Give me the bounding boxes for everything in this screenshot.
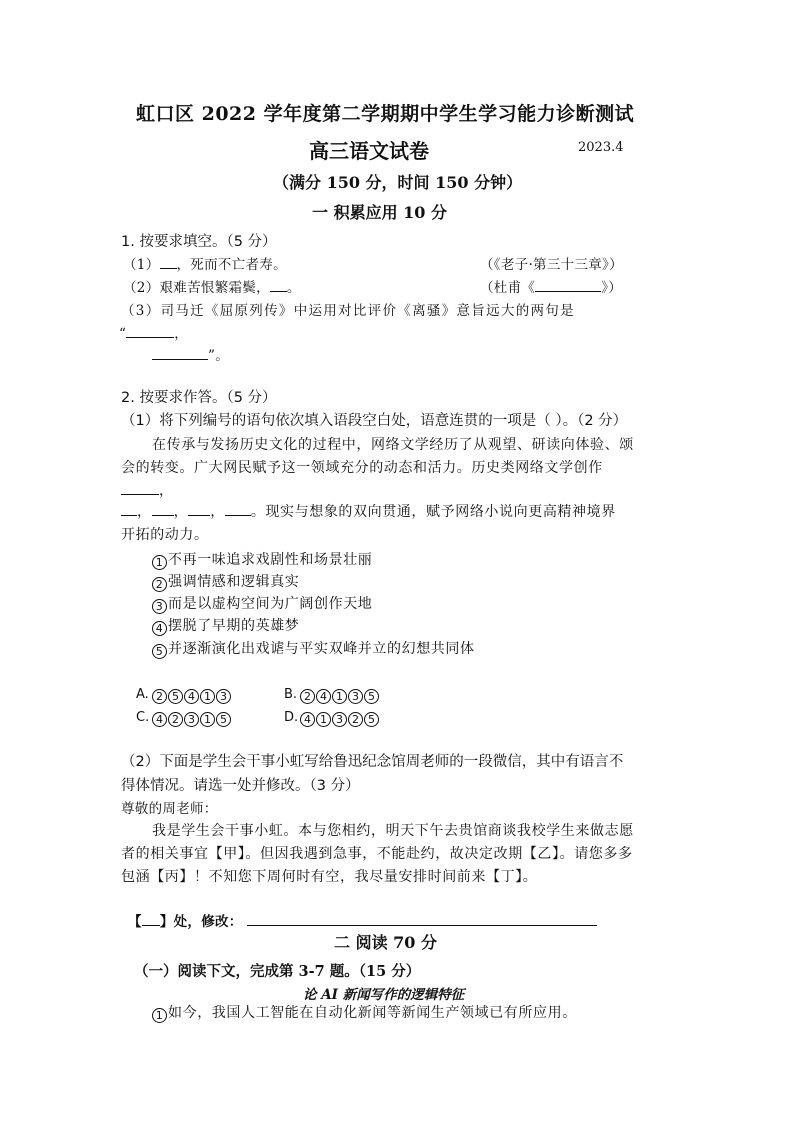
seq-circle: 1 bbox=[200, 689, 215, 704]
option-number-circle: 2 bbox=[152, 577, 167, 592]
q1-blank-source[interactable] bbox=[535, 277, 601, 292]
seq-circle: 4 bbox=[300, 712, 315, 727]
seq-circle: 4 bbox=[316, 689, 331, 704]
article-paragraph-1 bbox=[152, 1002, 577, 1023]
q1-blank-2[interactable] bbox=[270, 277, 287, 292]
article-title: 论 AI 新闻写作的逻辑特征 bbox=[303, 987, 465, 1003]
seq-circle: 1 bbox=[200, 712, 215, 727]
option-number-circle: 3 bbox=[152, 599, 167, 614]
q2-passage-comma-4: ， bbox=[210, 504, 225, 520]
seq-circle: 5 bbox=[364, 689, 379, 704]
option-number-circle: 5 bbox=[152, 644, 167, 659]
score-time: （满分 150 分，时间 150 分钟） bbox=[273, 173, 523, 192]
exam-date: 2023.4 bbox=[578, 140, 624, 155]
answer-line bbox=[128, 910, 597, 930]
q1-blank-1[interactable] bbox=[160, 254, 177, 269]
paper-subtitle: 高三语文试卷 bbox=[309, 139, 429, 163]
q1-item-2 bbox=[123, 276, 301, 296]
q1-blank-3a[interactable] bbox=[126, 323, 174, 338]
q1-item3-comma: ， bbox=[174, 326, 189, 342]
q2-blank-1[interactable] bbox=[121, 480, 159, 495]
seq-circle: 1 bbox=[332, 689, 347, 704]
q2-sub2-line-2: 得体情况。请选一处并修改。（3 分） bbox=[121, 778, 360, 794]
question-1-stem: 1. 按要求填空。（5 分） bbox=[121, 234, 277, 250]
choice-label: C. bbox=[136, 710, 150, 725]
q1-item2-end: 。 bbox=[286, 280, 301, 296]
reading-part-1: （一）阅读下文，完成第 3-7 题。（15 分） bbox=[134, 963, 421, 980]
q2-passage-comma-3: ， bbox=[173, 504, 189, 520]
choice-b[interactable] bbox=[284, 683, 380, 704]
answer-position-blank[interactable] bbox=[142, 911, 160, 926]
q2-passage-line-1: 在传承与发扬历史文化的过程中，网络文学经历了从观望、研读向体验、颂 bbox=[152, 437, 634, 453]
answer-modify-label: 】处，修改： bbox=[159, 914, 243, 930]
seq-circle: 3 bbox=[216, 689, 231, 704]
q1-item3-open-quote: “ bbox=[119, 326, 127, 342]
q2-blank-2[interactable] bbox=[121, 501, 137, 516]
exam-title: 虹口区 2022 学年度第二学期期中学生学习能力诊断测试 bbox=[136, 103, 635, 125]
seq-circle: 3 bbox=[184, 712, 199, 727]
seq-circle: 3 bbox=[332, 712, 347, 727]
option-number-circle: 1 bbox=[152, 555, 167, 570]
seq-circle: 3 bbox=[348, 689, 363, 704]
q2-passage-line-3 bbox=[121, 480, 174, 500]
answer-modify-blank[interactable] bbox=[247, 911, 597, 926]
seq-circle: 5 bbox=[216, 712, 231, 727]
choice-d[interactable] bbox=[284, 706, 380, 727]
seq-circle: 2 bbox=[348, 712, 363, 727]
q1-item2-text: （2）艰难苦恨繁霜鬓， bbox=[123, 280, 270, 296]
question-2-stem: 2. 按要求作答。（5 分） bbox=[121, 390, 277, 406]
option-sentence bbox=[152, 638, 475, 659]
option-sentence bbox=[152, 549, 372, 570]
seq-circle: 5 bbox=[364, 712, 379, 727]
option-sentence-text: 强调情感和逻辑真实 bbox=[168, 574, 300, 590]
q1-item3-blank-line1 bbox=[119, 322, 188, 342]
q2-passage-line-4 bbox=[121, 501, 616, 521]
message-line-1: 我是学生会干事小虹。本与您相约，明天下午去贵馆商谈我校学生来做志愿 bbox=[152, 823, 634, 839]
choice-a[interactable] bbox=[136, 683, 232, 704]
q1-item1-source: （《老子·第三十三章》） bbox=[480, 257, 623, 273]
choice-c[interactable] bbox=[136, 706, 232, 727]
paragraph-number-circle: 1 bbox=[152, 1008, 167, 1023]
q2-passage-line-4-text: 。现实与想象的双向贯通，赋予网络小说向更高精神境界 bbox=[250, 504, 616, 520]
section-one-heading: 一 积累应用 10 分 bbox=[312, 203, 447, 222]
q2-blank-4[interactable] bbox=[188, 501, 210, 516]
q1-item-1 bbox=[123, 253, 287, 273]
seq-circle: 2 bbox=[168, 712, 183, 727]
q2-passage-comma-2: ， bbox=[137, 504, 152, 520]
message-line-2: 者的相关事宜【甲】。但因我遇到急事，不能赴约，故决定改期【乙】。请您多多 bbox=[121, 846, 633, 862]
answer-bracket-open: 【 bbox=[128, 914, 142, 930]
seq-circle: 4 bbox=[184, 689, 199, 704]
q1-item2-source-close: 》） bbox=[601, 280, 623, 296]
message-greeting: 尊敬的周老师： bbox=[121, 801, 218, 817]
q2-blank-5[interactable] bbox=[225, 501, 251, 516]
choice-label: A. bbox=[136, 687, 149, 702]
section-two-heading: 二 阅读 70 分 bbox=[334, 933, 437, 952]
option-sentence bbox=[152, 571, 299, 592]
q1-item3-blank-line2 bbox=[152, 344, 229, 364]
seq-circle: 2 bbox=[300, 689, 315, 704]
option-sentence-text: 摆脱了早期的英雄梦 bbox=[168, 618, 300, 634]
q2-sub1: （1）将下列编号的语句依次填入语段空白处，语意连贯的一项是（ ）。（2 分） bbox=[121, 413, 628, 429]
q1-item1-text: ，死而不亡者寿。 bbox=[176, 257, 287, 273]
q1-item-3: （3）司马迁《屈原列传》中运用对比评价《离骚》意旨远大的两句是 bbox=[121, 303, 575, 319]
message-line-3: 包涵【丙】！不知您下周何时有空，我尽量安排时间前来【丁】。 bbox=[121, 869, 538, 885]
q2-passage-line-5: 开拓的动力。 bbox=[121, 527, 209, 543]
q1-item1-prefix: （1） bbox=[123, 257, 160, 273]
choice-label: D. bbox=[284, 710, 299, 725]
q2-blank-3[interactable] bbox=[152, 501, 174, 516]
q1-blank-3b[interactable] bbox=[152, 345, 208, 360]
choice-label: B. bbox=[284, 687, 298, 702]
q2-passage-line-2: 会的转变。广大网民赋予这一领域充分的动态和活力。历史类网络文学创作 bbox=[121, 460, 603, 476]
seq-circle: 5 bbox=[168, 689, 183, 704]
paragraph-text: 如今，我国人工智能在自动化新闻等新闻生产领域已有所应用。 bbox=[168, 1005, 577, 1021]
seq-circle: 2 bbox=[152, 689, 167, 704]
q2-passage-comma-1: ， bbox=[159, 483, 174, 499]
seq-circle: 4 bbox=[152, 712, 167, 727]
q1-item2-source bbox=[480, 276, 622, 296]
option-sentence-text: 不再一味追求戏剧性和场景壮丽 bbox=[168, 552, 373, 568]
option-sentence-text: 而是以虚构空间为广阔创作天地 bbox=[168, 596, 373, 612]
option-sentence bbox=[152, 593, 372, 614]
option-number-circle: 4 bbox=[152, 621, 167, 636]
q1-item3-close-quote: ”。 bbox=[208, 348, 230, 364]
q1-item2-source-open: （杜甫《 bbox=[480, 280, 536, 296]
option-sentence bbox=[152, 615, 299, 636]
q2-sub2-line-1: （2）下面是学生会干事小虹写给鲁迅纪念馆周老师的一段微信，其中有语言不 bbox=[121, 754, 624, 770]
seq-circle: 1 bbox=[316, 712, 331, 727]
option-sentence-text: 并逐渐演化出戏谑与平实双峰并立的幻想共同体 bbox=[168, 641, 475, 657]
